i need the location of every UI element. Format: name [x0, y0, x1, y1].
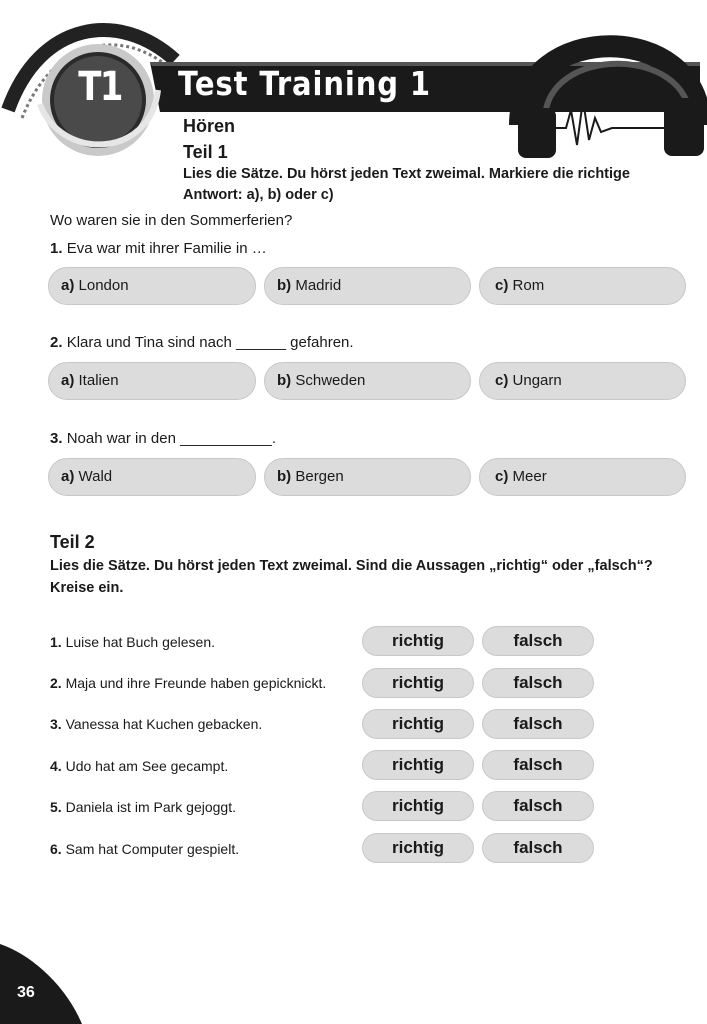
- page-title: Test Training 1: [178, 64, 432, 103]
- falsch-button-2[interactable]: falsch: [482, 668, 594, 698]
- test-badge: T1: [78, 64, 122, 110]
- part2-instruction: Lies die Sätze. Du hörst jeden Text zweimal. Sind die Aussagen „richtig“ oder „falsch“? Kreise ein.: [50, 558, 653, 596]
- statement-2: 2. Maja und ihre Freunde haben gepicknickt.: [50, 675, 327, 691]
- option-2c[interactable]: c) Ungarn: [479, 362, 686, 400]
- part1-question: Wo waren sie in den Sommerferien?: [50, 212, 293, 229]
- question-item-2: [50, 334, 354, 351]
- item-number: 1.: [50, 240, 63, 257]
- item-number: 3.: [50, 430, 63, 447]
- falsch-button-5[interactable]: falsch: [482, 791, 594, 821]
- option-3b[interactable]: b) Bergen: [264, 458, 471, 496]
- statement-3: 3. Vanessa hat Kuchen gebacken.: [50, 716, 263, 732]
- option-1b[interactable]: b) Madrid: [264, 267, 471, 305]
- item-text: Klara und Tina sind nach ______ gefahren.: [66, 334, 354, 351]
- option-1c[interactable]: c) Rom: [479, 267, 686, 305]
- item-text: Eva war mit ihrer Familie in …: [66, 240, 267, 257]
- part1-instruction: Lies die Sätze. Du hörst jeden Text zweimal. Markiere die richtige Antwort: a), b) oder c): [183, 166, 630, 203]
- item-number: 2.: [50, 334, 63, 351]
- part2-heading: Teil 2: [50, 532, 95, 552]
- question-item-1: [50, 240, 267, 257]
- option-2a[interactable]: a) Italien: [48, 362, 256, 400]
- falsch-button-6[interactable]: falsch: [482, 833, 594, 863]
- falsch-button-1[interactable]: falsch: [482, 626, 594, 656]
- option-1a[interactable]: a) London: [48, 267, 256, 305]
- option-3c[interactable]: c) Meer: [479, 458, 686, 496]
- statement-6: 6. Sam hat Computer gespielt.: [50, 841, 240, 857]
- question-item-3: [50, 430, 276, 447]
- richtig-button-5[interactable]: richtig: [362, 791, 474, 821]
- headphone-left-icon: [518, 108, 556, 158]
- falsch-button-3[interactable]: falsch: [482, 709, 594, 739]
- statement-4: 4. Udo hat am See gecampt.: [50, 758, 229, 774]
- richtig-button-4[interactable]: richtig: [362, 750, 474, 780]
- page-corner: [0, 944, 90, 1024]
- part1-heading: Teil 1: [183, 142, 228, 162]
- richtig-button-2[interactable]: richtig: [362, 668, 474, 698]
- option-3a[interactable]: a) Wald: [48, 458, 256, 496]
- statement-1: 1. Luise hat Buch gelesen.: [50, 634, 216, 650]
- option-2b[interactable]: b) Schweden: [264, 362, 471, 400]
- richtig-button-1[interactable]: richtig: [362, 626, 474, 656]
- item-text: Noah war in den ___________.: [66, 430, 277, 447]
- page-number: 36: [17, 984, 35, 1001]
- richtig-button-3[interactable]: richtig: [362, 709, 474, 739]
- statement-5: 5. Daniela ist im Park gejoggt.: [50, 799, 236, 815]
- headphone-right-icon: [664, 98, 704, 156]
- falsch-button-4[interactable]: falsch: [482, 750, 594, 780]
- richtig-button-6[interactable]: richtig: [362, 833, 474, 863]
- section-title: Hören: [183, 116, 236, 136]
